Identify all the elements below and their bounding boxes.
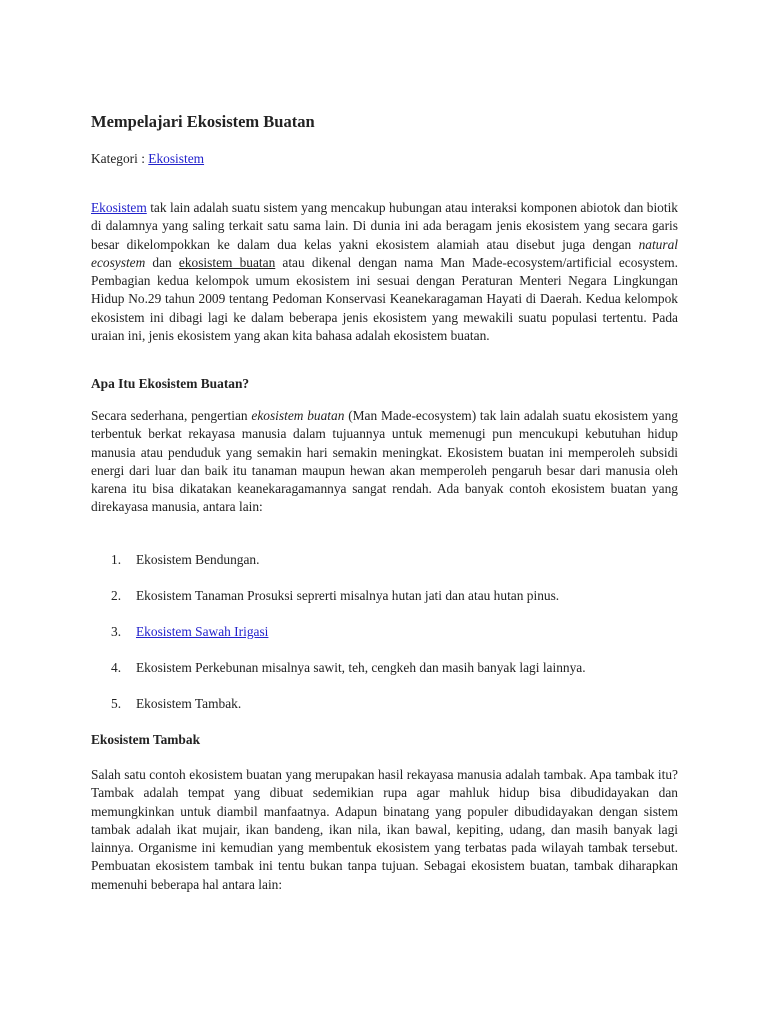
list-item-text: Ekosistem Perkebunan misalnya sawit, teh, cengkeh dan masih banyak lagi lainnya. [136, 660, 586, 675]
list-number: 3. [111, 624, 122, 639]
category-link[interactable]: Ekosistem [148, 151, 205, 166]
definition-emphasis: ekosistem buatan [251, 408, 345, 423]
examples-list [111, 551, 671, 731]
list-item [111, 551, 671, 587]
list-item-text: Ekosistem Tanaman Prosuksi seprerti misalnya hutan jati dan atau hutan pinus. [136, 588, 560, 603]
definition-text-2: (Man Made-ecosystem) tak lain adalah suatu ekosistem yang terbentuk berkat rekayasa manusia dalam tujuannya untuk memenugi pun mencukupi kebutuhan hidup manusia atau penduduk yang semakin hari semakin meningkat. Ekosistem buatan ini memperoleh subsidi energi dari luar dan baik itu tanaman maupun hewan akan memperoleh pengaruh besar dari manusia oleh karena itu bisa dikatakan keanekaragamannya sangat rendah. Ada banyak contoh ekosistem buatan yang direkayasa manusia, antara lain: [91, 408, 678, 515]
list-item [111, 623, 671, 659]
list-item [111, 587, 671, 623]
list-item-text: Ekosistem Bendungan. [136, 552, 260, 567]
intro-emphasis: natural ecosystem [91, 236, 678, 270]
intro-underlined-term: ekosistem buatan [178, 254, 276, 270]
list-item-text: Ekosistem Tambak. [136, 696, 242, 711]
category-line [91, 150, 678, 168]
list-number: 4. [111, 660, 122, 675]
heading-tambak: Ekosistem Tambak [91, 732, 201, 747]
list-item [111, 695, 671, 731]
category-label: Kategori : [91, 151, 149, 166]
tambak-paragraph: Salah satu contoh ekosistem buatan yang merupakan hasil rekayasa manusia adalah tambak. Apa tambak itu? Tambak adalah tempat yang dibuat sedemikian rupa agar mahluk hidup bisa dibudidayakan dan memungkinkan untuk diambil manfaatnya. Adapun binatang yang populer dibudidayakan dengan sistem tambak adalah ikat mujair, ikan bandeng, ikan nila, ikan bawal, kepiting, udang, dan masih banyak lagi lainnya. Organisme ini kemudian yang membentuk ekosistem yang terbatas pada wilayah tambak tersebut. Pembuatan ekosistem tambak ini tentu bukan tanpa tujuan. Sebagai ekosistem buatan, tambak diharapkan memenuhi beberapa hal antara lain: [91, 767, 678, 892]
definition-text-1: Secara sederhana, pengertian [91, 408, 252, 423]
list-number: 2. [111, 588, 122, 603]
intro-text-2: dan [145, 254, 179, 270]
list-number: 1. [111, 552, 122, 567]
article-title: Mempelajari Ekosistem Buatan [91, 112, 315, 131]
definition-paragraph [91, 407, 678, 517]
intro-text-1: tak lain adalah suatu sistem yang mencakup hubungan atau interaksi komponen abiotok dan biotik di dalamnya yang saling terkait satu sama lain. Di dunia ini ada beragam jenis ekosistem yang secara garis besar dikelompokkan ke dalam dua kelas yakni ekosistem alamiah atau disebut juga dengan [91, 200, 678, 252]
list-number: 5. [111, 696, 122, 711]
intro-paragraph [91, 199, 678, 345]
ekosistem-link[interactable]: Ekosistem [91, 200, 147, 215]
sawah-irigasi-link[interactable]: Ekosistem Sawah Irigasi [136, 624, 269, 639]
intro-text-3: atau dikenal dengan nama Man Made-ecosystem/artificial ecosystem. Pembagian kedua kelompok umum ekosistem ini sesuai dengan Peraturan Menteri Negara Lingkungan Hidup No.29 tahun 2009 tentang Pedoman Konservasi Keanekaragaman Hayati di Daerah. Kedua kelompok ekosistem ini dibagi lagi ke dalam beberapa jenis ekosistem yang mewakili suatu populasi tertentu. Pada uraian ini, jenis ekosistem yang akan kita bahasa adalah ekosistem buatan. [91, 254, 678, 344]
heading-apa-itu: Apa Itu Ekosistem Buatan? [91, 376, 250, 391]
list-item [111, 659, 671, 695]
